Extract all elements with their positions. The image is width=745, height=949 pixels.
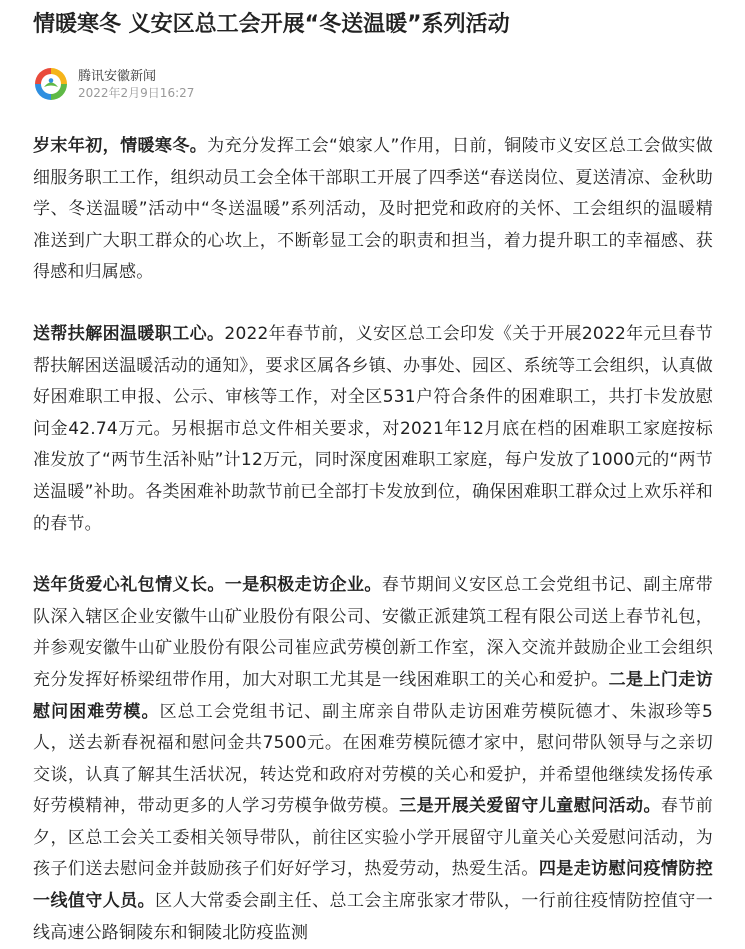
article-source[interactable]: 腾讯安徽新闻 — [78, 68, 157, 84]
article-paragraph — [33, 319, 713, 540]
paragraph-text: 区总工会党组书记、副主席亲自带队走访困难劳模阮德才、朱淑珍等5人，送去新春祝福和慰问金共7500元。在困难劳模阮德才家中，慰问带队领导与之亲切交谈，认真了解其生活状况，转达党和政府对劳模的关心和爱护，并希望他继续发扬传承好劳模精神，带动更多的人学习劳模争做劳模。 — [33, 701, 714, 817]
article-title: 情暖寒冬 义安区总工会开展“冬送温暖”系列活动 — [33, 12, 510, 37]
paragraph-text: 春节前夕，区总工会关工委相关领导带队，前往区实验小学开展留守儿童关心关爱慰问活动，为孩子们送去慰问金并鼓励孩子们好好学习，热爱劳动，热爱生活。 — [33, 796, 714, 880]
tencent-news-logo-icon-svg — [33, 66, 69, 102]
article-datetime: 2022年2月9日16:27 — [78, 85, 195, 100]
paragraph-lead-text: 四是走访慰问疫情防控一线值守人员。 — [33, 859, 713, 912]
paragraph-lead-text: 送帮扶解困温暖职工心。 — [33, 323, 225, 344]
paragraph-lead-text: 送年货爱心礼包情义长。一是积极走访企业。 — [33, 575, 382, 596]
article-byline — [33, 63, 713, 105]
byline-text — [78, 68, 194, 101]
paragraph-text: 区人大常委会副主任、总工会主席张家才带队，一行前往疫情防控值守一线高速公路铜陵东和铜陵北防疫监测 — [33, 891, 713, 943]
paragraph-text: 为充分发挥工会“娘家人”作用，日前，铜陵市义安区总工会做实做细服务职工工作，组织动员工会全体干部职工开展了四季送“春送岗位、夏送清凉、金秋助学、冬送温暖”活动中“冬送温暖”系列活动，及时把党和政府的关怀、工会组织的温暖精准送到广大职工群众的心坎上，不断彰显工会的职责和担当，着力提升职工的幸福感、获得感和归属感。 — [33, 136, 713, 283]
paragraph-lead-text: 三是开展关爱留守儿童慰问活动。 — [399, 796, 661, 817]
paragraph-text: 春节期间义安区总工会党组书记、副主席带队深入辖区企业安徽牛山矿业股份有限公司、安徽正派建筑工程有限公司送上春节礼包，并参观安徽牛山矿业股份有限公司崔应武劳模创新工作室，深入交流并鼓励企业工会组织充分发挥好桥梁纽带作用，加大对职工尤其是一线困难职工的关心和爱护。 — [33, 575, 713, 690]
paragraph-lead-text: 二是上门走访慰问困难劳模。 — [33, 669, 713, 722]
paragraph-text: 2022年春节前，义安区总工会印发《关于开展2022年元旦春节帮扶解困送温暖活动的通知》，要求区属各乡镇、办事处、园区、系统等工会组织，认真做好困难职工申报、公示、审核等工作，对全区531户符合条件的困难职工，共打卡发放慰问金42.74万元。另根据市总文件相关要求，对2021年12月底在档的困难职工家庭按标准发放了“两节生活补贴”计12万元，同时深度困难职工家庭，每户发放了1000元的“两节送温暖”补助。各类困难补助款节前已全部打卡发放到位，确保困难职工群众过上欢乐祥和的春节。 — [33, 323, 713, 534]
paragraph-lead-text: 岁末年初，情暖寒冬。 — [33, 136, 208, 156]
tencent-news-logo-icon[interactable] — [33, 66, 69, 102]
article-paragraph — [33, 570, 713, 949]
article-body — [33, 131, 713, 949]
article-paragraph — [33, 131, 713, 289]
